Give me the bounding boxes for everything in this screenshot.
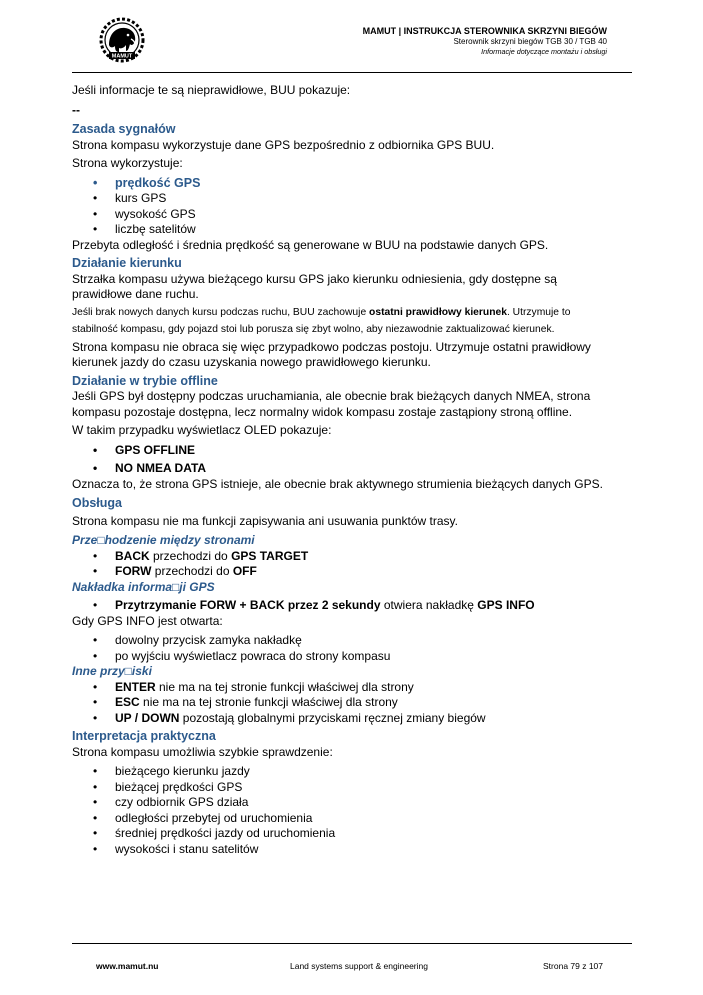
list-item: • wysokości i stanu satelitów bbox=[115, 842, 632, 858]
page-header bbox=[363, 25, 607, 57]
mamut-logo bbox=[95, 15, 149, 65]
list-item: • kurs GPS bbox=[115, 191, 632, 207]
page-content bbox=[72, 83, 632, 857]
practical-list bbox=[72, 764, 632, 857]
paragraph: Strona kompasu umożliwia szybkie sprawdzenie: bbox=[72, 744, 333, 759]
paragraph: prawidłowe dane ruchu. bbox=[72, 287, 199, 301]
heading-other-buttons: Inne przy□iski bbox=[72, 664, 152, 678]
list-item: • dowolny przycisk zamyka nakładkę bbox=[115, 633, 632, 649]
paragraph-small: stabilność kompasu, gdy pojazd stoi lub porusza się zbyt wolno, aby niezawodnie zaktualizować kierunek. bbox=[72, 324, 555, 335]
footer-page-number: Strona 79 z 107 bbox=[543, 961, 604, 971]
list-item: • wysokość GPS bbox=[115, 207, 632, 223]
paragraph: Jeśli GPS był dostępny podczas uruchamiania, ale obecnie brak bieżących danych NMEA, strona bbox=[72, 389, 591, 403]
list-item: • po wyjściu wyświetlacz powraca do strony kompasu bbox=[115, 649, 632, 665]
paragraph: Strona kompasu nie ma funkcji zapisywania ani usuwania punktów trasy. bbox=[72, 513, 458, 528]
list-item: • Przytrzymanie FORW + BACK przez 2 sekundy otwiera nakładkę GPS INFO bbox=[115, 598, 632, 614]
paragraph: Gdy GPS INFO jest otwarta: bbox=[72, 613, 223, 628]
signal-list bbox=[72, 176, 632, 238]
footer-website: www.mamut.nu bbox=[96, 961, 159, 971]
paragraph: Strona kompasu nie obraca się więc przypadkowo podczas postoju. Utrzymuje ostatni prawidłowy bbox=[72, 339, 591, 354]
header-rule bbox=[72, 72, 632, 73]
list-item: • ESC nie ma na tej stronie funkcji właściwej dla strony bbox=[115, 695, 632, 711]
header-title: MAMUT | INSTRUKCJA STEROWNIKA SKRZYNI BIEGÓW bbox=[362, 26, 607, 36]
overlay-behavior-list bbox=[72, 633, 632, 664]
heading-offline: Działanie w trybie offline bbox=[72, 373, 218, 388]
paragraph: Oznacza to, że strona GPS istnieje, ale obecnie brak aktywnego strumienia bieżących danych GPS. bbox=[72, 476, 603, 491]
svg-text:MAMUT: MAMUT bbox=[111, 53, 133, 60]
heading-direction: Działanie kierunku bbox=[72, 256, 182, 270]
list-item: • liczbę satelitów bbox=[115, 222, 632, 238]
paragraph-small: Jeśli brak nowych danych kursu podczas ruchu, BUU zachowuje ostatni prawidłowy kierunek. Utrzymuje to bbox=[72, 306, 571, 318]
heading-page-switching: Prze□hodzenie między stronami bbox=[72, 533, 255, 547]
overlay-list bbox=[72, 598, 632, 614]
offline-list bbox=[72, 443, 632, 477]
list-item: • odległości przebytej od uruchomienia bbox=[115, 811, 632, 827]
paragraph: kompasu pozostaje dostępna, lecz normalny widok kompasu zostaje zastąpiony stroną offline. bbox=[72, 404, 573, 419]
paragraph: Strzałka kompasu używa bieżącego kursu GPS jako kierunku odniesienia, gdy dostępne są bbox=[72, 271, 557, 286]
paragraph: W takim przypadku wyświetlacz OLED pokazuje: bbox=[72, 423, 332, 437]
list-item: • ENTER nie ma na tej stronie funkcji właściwej dla strony bbox=[115, 680, 632, 696]
intro-text: Jeśli informacje te są nieprawidłowe, BUU pokazuje: bbox=[72, 83, 351, 97]
heading-operation: Obsługa bbox=[72, 496, 123, 510]
paragraph: Strona kompasu wykorzystuje dane GPS bezpośrednio z odbiornika GPS BUU. bbox=[72, 137, 495, 152]
list-item: • czy odbiornik GPS działa bbox=[115, 795, 632, 811]
heading-signal-principle: Zasada sygnałów bbox=[72, 122, 176, 136]
paragraph: Przebyta odległość i średnia prędkość są generowane w BUU na podstawie danych GPS. bbox=[72, 237, 549, 252]
list-item: • średniej prędkości jazdy od uruchomienia bbox=[115, 826, 632, 842]
dashes-text: -- bbox=[72, 102, 80, 117]
list-item: • bieżącej prędkości GPS bbox=[115, 780, 632, 796]
list-item: • UP / DOWN pozostają globalnymi przyciskami ręcznej zmiany biegów bbox=[115, 711, 632, 727]
heading-gps-overlay: Nakładka informa□ji GPS bbox=[72, 579, 215, 594]
navigation-list bbox=[72, 549, 632, 580]
paragraph: Strona wykorzystuje: bbox=[72, 156, 183, 170]
list-item: • NO NMEA DATA bbox=[115, 461, 632, 477]
other-buttons-list bbox=[72, 680, 632, 727]
footer-tagline: Land systems support & engineering bbox=[290, 961, 428, 971]
list-item: • bieżącego kierunku jazdy bbox=[115, 764, 632, 780]
heading-practical: Interpretacja praktyczna bbox=[72, 729, 216, 743]
list-item: • FORW przechodzi do OFF bbox=[115, 564, 632, 580]
list-item: • GPS OFFLINE bbox=[115, 443, 632, 459]
list-item: • BACK przechodzi do GPS TARGET bbox=[115, 549, 632, 565]
list-item: • prędkość GPS bbox=[115, 176, 632, 192]
footer-rule bbox=[72, 943, 632, 944]
paragraph: kierunek jazdy do czasu uzyskania nowego prawidłowego kierunku. bbox=[72, 355, 431, 369]
header-subtitle: Sterownik skrzyni biegów TGB 30 / TGB 40 bbox=[453, 37, 607, 46]
header-section: Informacje dotyczące montażu i obsługi bbox=[481, 47, 607, 56]
